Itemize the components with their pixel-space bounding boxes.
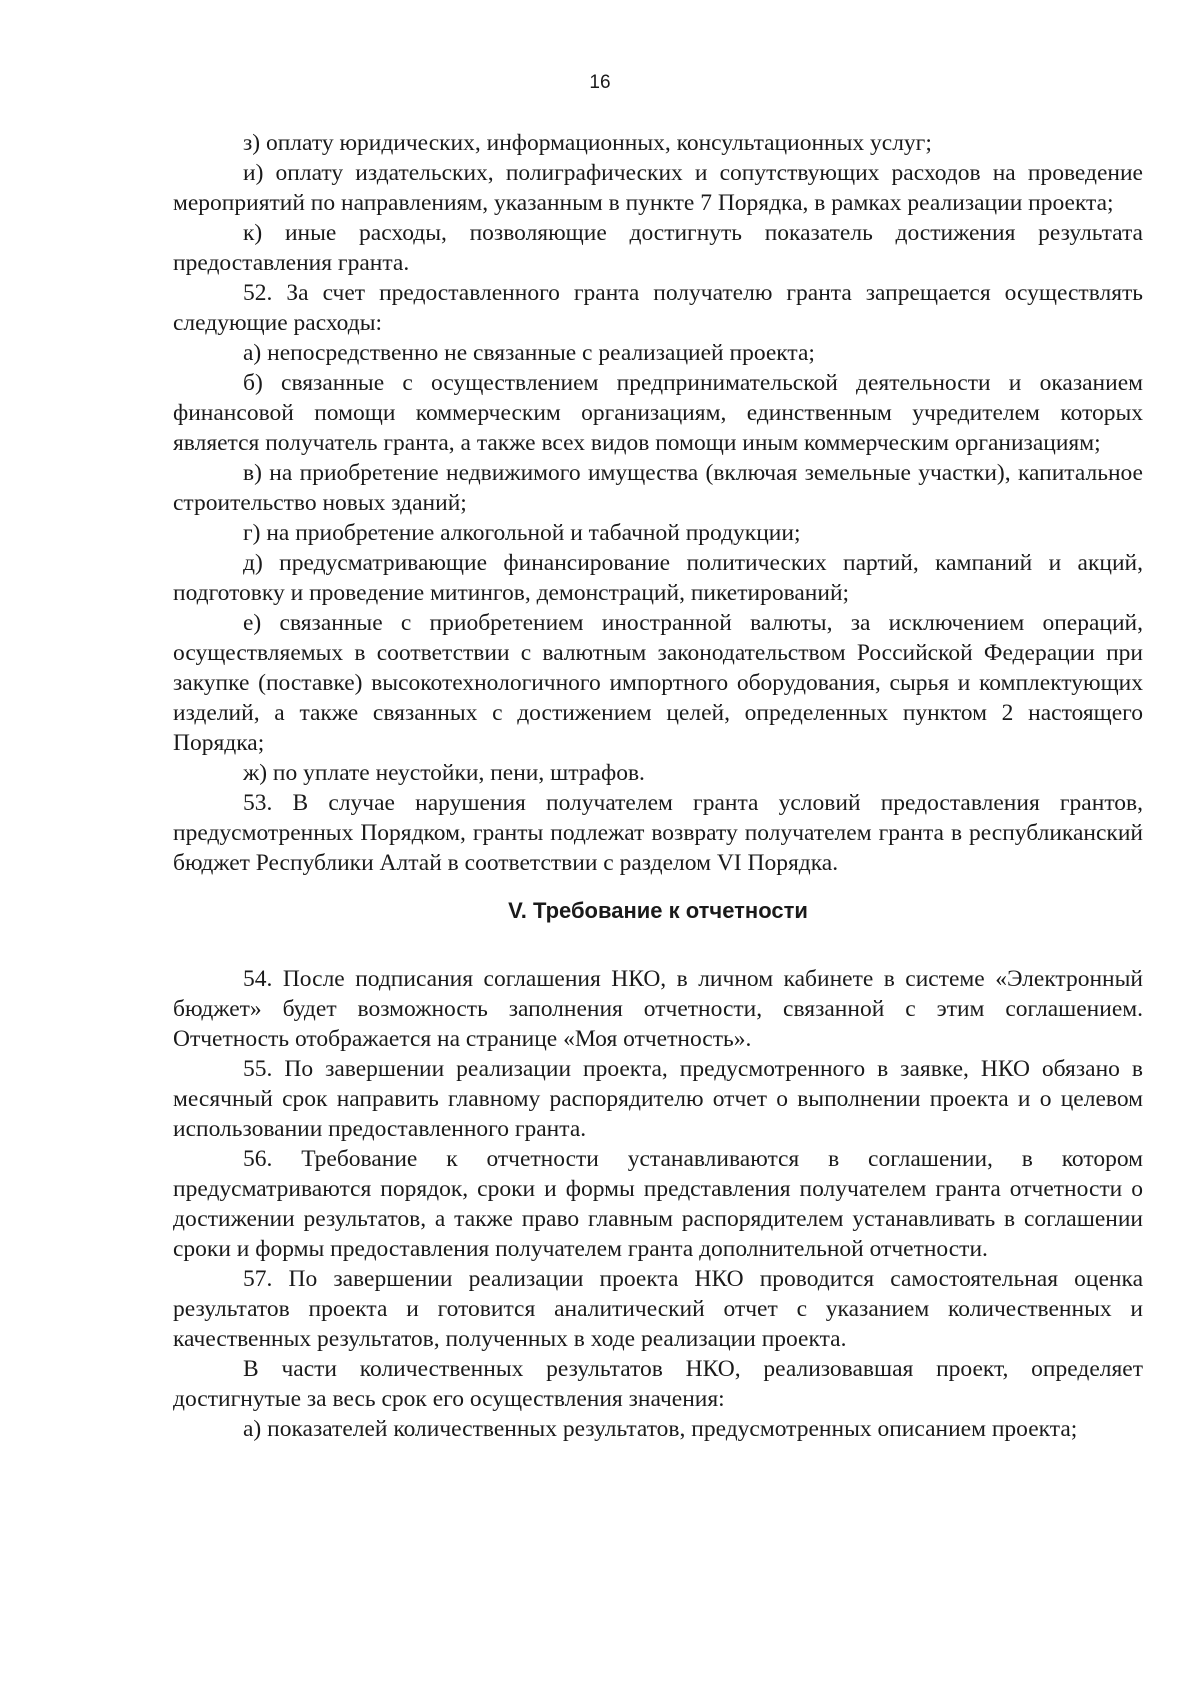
paragraph-54: 54. После подписания соглашения НКО, в личном кабинете в системе «Электронный бюджет» будет возможность заполнения отчетности, связанной с этим соглашением. Отчетность отображается на странице «Моя отчетность». bbox=[173, 966, 1143, 1052]
paragraph-55: 55. По завершении реализации проекта, предусмотренного в заявке, НКО обязано в месячный срок направить главному распорядителю отчет о выполнении проекта и о целевом использовании предоставленного гранта. bbox=[173, 1056, 1143, 1142]
document-body bbox=[173, 128, 1143, 1444]
paragraph-52-v: в) на приобретение недвижимого имущества (включая земельные участки), капитальное строительство новых зданий; bbox=[173, 460, 1143, 516]
paragraph-52-zh: ж) по уплате неустойки, пени, штрафов. bbox=[243, 760, 645, 786]
paragraph-52-e: е) связанные с приобретением иностранной валюты, за исключением операций, осуществляемых в соответствии с валютным законодательством Российской Федерации при закупке (поставке) высокотехнологичного импортного оборудования, сырья и комплектующих изделий, а также связанных с достижением целей, определенных пунктом 2 настоящего Порядка; bbox=[173, 610, 1143, 756]
paragraph-53: 53. В случае нарушения получателем гранта условий предоставления грантов, предусмотренных Порядком, гранты подлежат возврату получателем гранта в республиканский бюджет Республики Алтай в соответствии с разделом VI Порядка. bbox=[173, 790, 1143, 876]
paragraph-k: к) иные расходы, позволяющие достигнуть показатель достижения результата предоставления гранта. bbox=[173, 220, 1143, 276]
paragraph-52: 52. За счет предоставленного гранта получателю гранта запрещается осуществлять следующие расходы: bbox=[173, 280, 1143, 336]
paragraph-52-b: б) связанные с осуществлением предпринимательской деятельности и оказанием финансовой помощи коммерческим организациям, единственным учредителем которых является получатель гранта, а также всех видов помощи иным коммерческим организациям; bbox=[173, 370, 1143, 456]
page-number: 16 bbox=[589, 72, 611, 93]
paragraph-i: и) оплату издательских, полиграфических и сопутствующих расходов на проведение мероприятий по направлениям, указанным в пункте 7 Порядка, в рамках реализации проекта; bbox=[173, 160, 1143, 216]
paragraph-52-d: д) предусматривающие финансирование политических партий, кампаний и акций, подготовку и проведение митингов, демонстраций, пикетирований; bbox=[173, 550, 1143, 606]
paragraph-quantitative-results: В части количественных результатов НКО, реализовавшая проект, определяет достигнутые за весь срок его осуществления значения: bbox=[173, 1356, 1143, 1412]
paragraph-z: з) оплату юридических, информационных, консультационных услуг; bbox=[243, 130, 932, 156]
paragraph-56: 56. Требование к отчетности устанавливаются в соглашении, в котором предусматриваются порядок, сроки и формы представления получателем гранта отчетности о достижении результатов, а также право главным распорядителем устанавливать в соглашении сроки и формы предоставления получателем гранта дополнительной отчетности. bbox=[173, 1146, 1143, 1262]
section-heading: V. Требование к отчетности bbox=[508, 898, 808, 923]
paragraph-52-a: а) непосредственно не связанные с реализацией проекта; bbox=[243, 340, 815, 366]
paragraph-52-g: г) на приобретение алкогольной и табачной продукции; bbox=[243, 520, 801, 546]
paragraph-57: 57. По завершении реализации проекта НКО проводится самостоятельная оценка результатов проекта и готовится аналитический отчет с указанием количественных и качественных результатов, полученных в ходе реализации проекта. bbox=[173, 1266, 1143, 1352]
paragraph-quantitative-a: а) показателей количественных результатов, предусмотренных описанием проекта; bbox=[243, 1416, 1078, 1442]
